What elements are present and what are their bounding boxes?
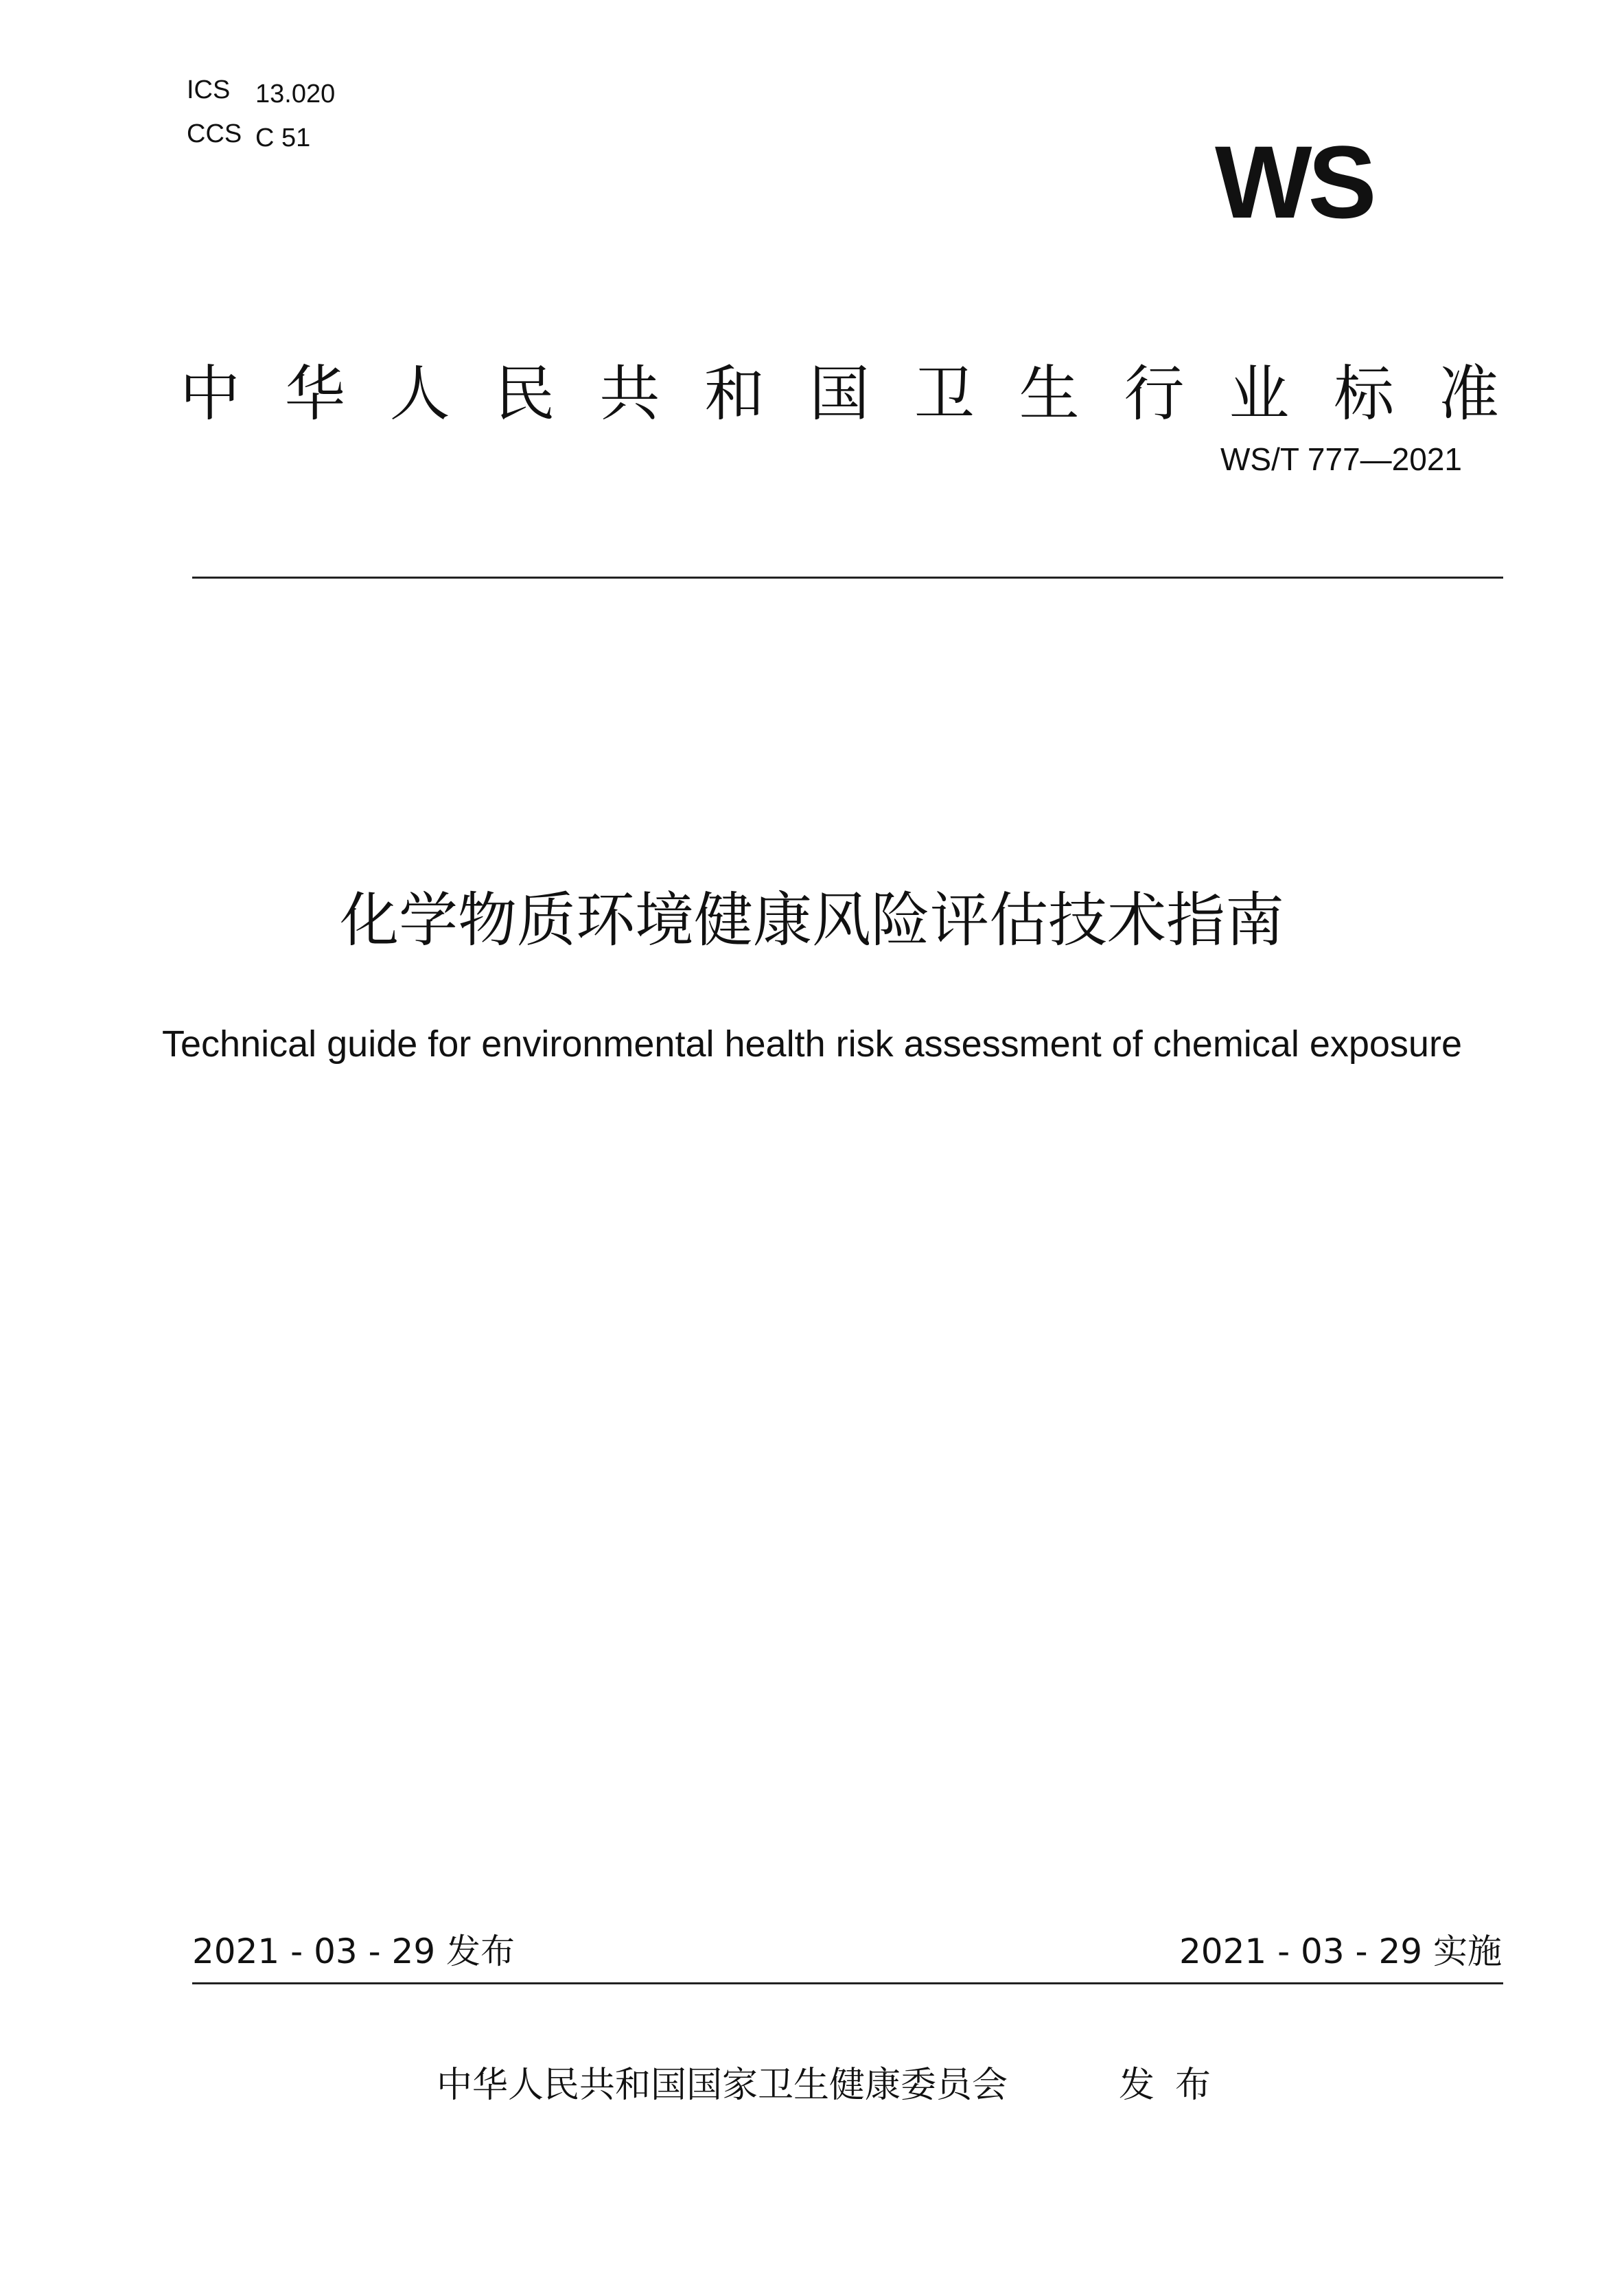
standard-number: WS/T 777—2021	[1220, 441, 1462, 477]
title-english: Technical guide for environmental health risk assessment of chemical exposure	[162, 1023, 1462, 1065]
top-divider	[192, 577, 1503, 579]
standard-type-char: 行	[1124, 358, 1185, 429]
standard-type-char: 中	[180, 358, 241, 429]
standard-type-char: 准	[1438, 358, 1499, 429]
title-chinese: 化学物质环境健康风险评估技术指南	[340, 886, 1284, 955]
standard-type-char: 人	[389, 358, 450, 429]
ics-value: 13.020	[255, 80, 336, 108]
ws-logo: WS	[1215, 124, 1373, 240]
ccs-value: C 51	[255, 124, 311, 152]
standard-type-char: 民	[494, 358, 555, 429]
ccs-label: CCS	[187, 119, 242, 148]
issue-date: 2021 - 03 - 29 发布	[192, 1932, 515, 1971]
publish-label: 发布	[1119, 2065, 1232, 2106]
standard-type-char: 和	[704, 358, 765, 429]
publisher-name: 中华人民共和国国家卫生健康委员会	[437, 2065, 1008, 2106]
implementation-date: 2021 - 03 - 29 实施	[1179, 1932, 1502, 1971]
standard-type-char: 卫	[914, 358, 975, 429]
standard-type-char: 业	[1229, 358, 1290, 429]
bottom-divider	[192, 1982, 1503, 1984]
standard-type-heading	[180, 358, 1499, 429]
standard-type-char: 标	[1334, 358, 1395, 429]
standard-type-char: 共	[599, 358, 660, 429]
standard-type-char: 国	[809, 358, 870, 429]
standard-type-char: 华	[284, 358, 345, 429]
ics-label: ICS	[187, 76, 231, 104]
standard-type-char: 生	[1019, 358, 1080, 429]
